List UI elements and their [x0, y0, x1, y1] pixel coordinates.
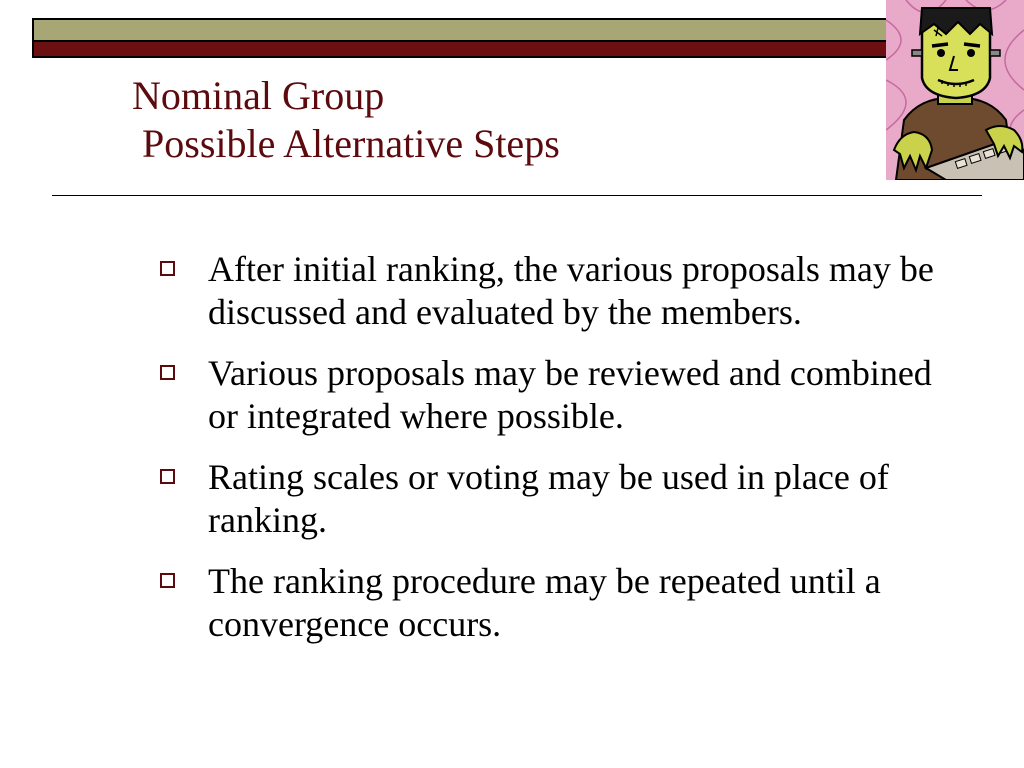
slide-title-line-2: Possible Alternative Steps [132, 121, 560, 166]
hollow-square-bullet-icon [160, 573, 175, 588]
bullet-text: Various proposals may be reviewed and combined or integrated where possible. [208, 353, 932, 436]
bullet-item [158, 456, 958, 542]
frankenstein-typing-icon [886, 0, 1024, 180]
header-band-olive [32, 18, 912, 42]
bullet-text: The ranking procedure may be repeated until a convergence occurs. [208, 561, 881, 644]
bullet-text: After initial ranking, the various proposals may be discussed and evaluated by the members. [208, 249, 934, 332]
hollow-square-bullet-icon [160, 469, 175, 484]
title-divider [52, 195, 982, 196]
bullet-list [158, 248, 958, 664]
bullet-item [158, 248, 958, 334]
bullet-item [158, 560, 958, 646]
hollow-square-bullet-icon [160, 261, 175, 276]
bullet-item [158, 352, 958, 438]
bullet-text: Rating scales or voting may be used in place of ranking. [208, 457, 889, 540]
slide-title-line-1: Nominal Group [132, 73, 385, 118]
slide-title [132, 72, 560, 168]
hollow-square-bullet-icon [160, 365, 175, 380]
header-band-maroon [32, 42, 912, 58]
